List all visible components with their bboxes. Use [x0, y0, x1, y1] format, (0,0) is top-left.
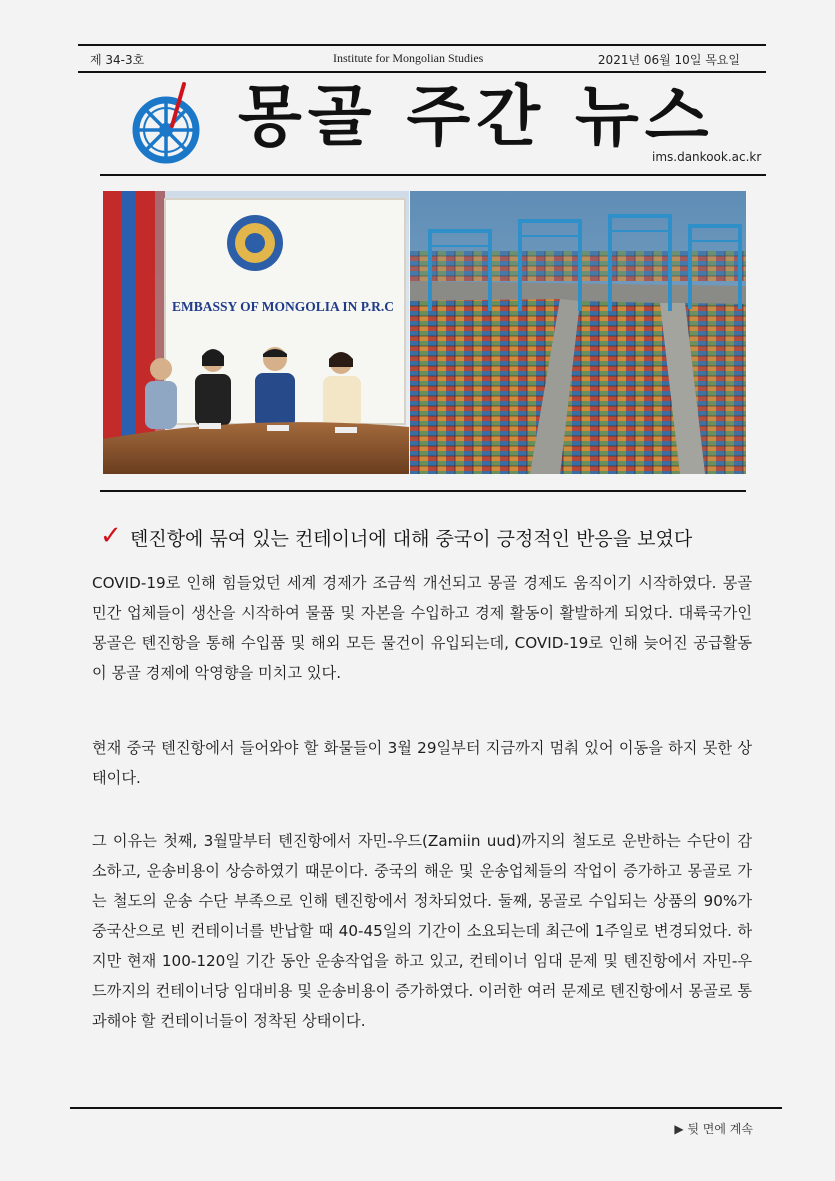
embassy-photo [103, 191, 409, 474]
embassy-sign-text: EMBASSY OF MONGOLIA IN P.R.C [171, 299, 395, 314]
footer-rule [70, 1107, 782, 1109]
issue-date: 2021년 06월 10일 목요일 [597, 53, 740, 67]
masthead-rule [100, 174, 766, 176]
article-paragraph: COVID-19로 인해 힘들었던 세계 경제가 조금씩 개선되고 몽골 경제도 움직이기 시작하였다. 몽골 민간 업체들이 생산을 시작하여 물품 및 자본을 수입하고 경제 활동이 활발하게 되었다. 대륙국가인 몽골은 톈진항을 통해 수입품 및 해외 모든 물건이 유입되는데, COVID-19로 인해 늦어진 공급활동이 몽골 경제에 악영향을 미치고 있다. [92, 574, 752, 682]
check-mark-icon: ✓ [100, 521, 122, 551]
article-headline [100, 522, 760, 554]
photo-bottom-rule [100, 490, 746, 492]
headline-text: 톈진항에 묶여 있는 컨테이너에 대해 중국이 긍정적인 반응을 보였다 [130, 528, 693, 550]
masthead-title: 몽골 주간 뉴스 [238, 78, 715, 155]
ship-wheel-icon [130, 80, 206, 164]
container-port-icon [410, 191, 746, 474]
issue-number: 제 34-3호 [90, 53, 145, 67]
institute-name: Institute for Mongolian Studies [333, 51, 484, 65]
article-paragraph: 현재 중국 톈진항에서 들어와야 할 화물들이 3월 29일부터 지금까지 멈춰 있어 이동을 하지 못한 상태이다. [92, 739, 752, 787]
container-port-photo [410, 191, 746, 474]
article-paragraph: 그 이유는 첫째, 3월말부터 톈진항에서 자민-우드(Zamiin uud)까지의 철도로 운반하는 수단이 감소하고, 운송비용이 상승하였기 때문이다. 중국의 해운 및 운송업체들의 작업이 증가하고 몽골로 가는 철도의 운송 수단 부족으로 인해 톈진항에서 정차되었다. 둘째, 몽골로 수입되는 상품의 90%가 중국산으로 빈 컨테이너를 반납할 때 40-45일의 기간이 소요되는데 최근에 1주일로 변경되었다. 하지만 현재 100-120일 기간 동안 운송작업을 하고 있고, 컨테이너 임대 문제 및 톈진항에서 자민-우드까지의 컨테이너당 임대비용 및 운송비용이 증가하였다. 이러한 여러 문제로 톈진항에서 몽골로 통과해야 할 컨테이너들이 정착된 상태이다. [92, 832, 752, 1030]
continue-note: ▶ 뒷 면에 계속 [674, 1122, 753, 1136]
website-url: ims.dankook.ac.kr [652, 150, 762, 164]
header-info-bar [78, 46, 766, 72]
